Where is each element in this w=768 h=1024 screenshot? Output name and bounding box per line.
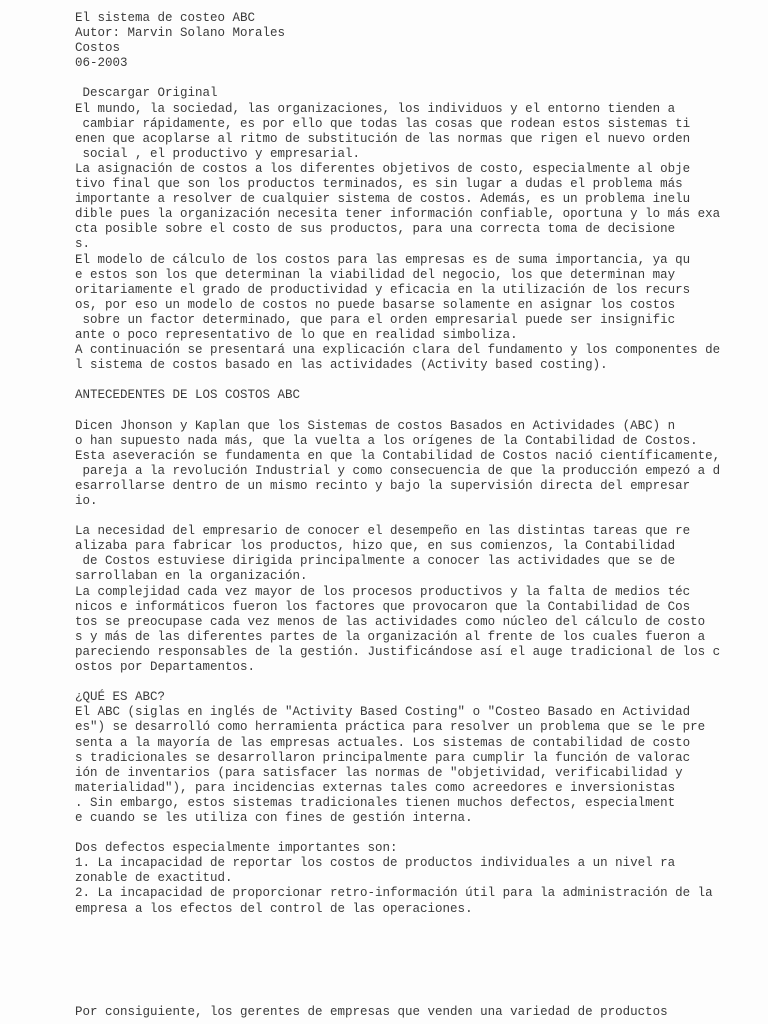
list-item: 2. La incapacidad de proporcionar retro-información útil para la administración de la <box>75 886 713 901</box>
text-line: Esta aseveración se fundamenta en que la Contabilidad de Costos nació científicamente, <box>75 448 721 463</box>
text-line: io. <box>75 494 98 508</box>
document-title: El sistema de costeo ABC <box>75 11 256 25</box>
text-line: pareja a la revolución Industrial y como consecuencia de que la producción empezó a d <box>75 463 721 478</box>
text-line: A continuación se presentará una explicación clara del fundamento y los componentes de <box>75 343 721 358</box>
text-line: os, por eso un modelo de costos no puede basarse solamente en asignar los costos <box>75 297 676 312</box>
text-line: social , el productivo y empresarial. <box>75 146 361 161</box>
text-line: El modelo de cálculo de los costos para las empresas es de suma importancia, ya qu <box>75 252 691 267</box>
text-line: sobre un factor determinado, que para el orden empresarial puede ser insignific <box>75 312 676 327</box>
document-category: Costos <box>75 41 121 56</box>
text-line: La asignación de costos a los diferentes objetivos de costo, especialmente al obje <box>75 161 691 176</box>
antecedentes-paragraph-2 <box>75 524 765 675</box>
text-line: enen que acoplarse al ritmo de substitución de las normas que rigen el nuevo orden <box>75 131 691 146</box>
text-line: alizaba para fabricar los productos, hizo que, en sus comienzos, la Contabilidad <box>75 539 676 554</box>
text-line: cta posible sobre el costo de sus productos, para una correcta toma de decisione <box>75 222 676 237</box>
text-line: l sistema de costos basado en las actividades (Activity based costing). <box>75 358 608 373</box>
text-line: ión de inventarios (para satisfacer las normas de "objetividad, verificabilidad y <box>75 765 683 780</box>
text-line: tos se preocupase cada vez menos de las actividades como núcleo del cálculo de costo <box>75 614 706 629</box>
text-line: s y más de las diferentes partes de la organización al frente de los cuales fueron a <box>75 629 706 644</box>
footer-text-line: Por consiguiente, los gerentes de empresas que venden una variedad de productos <box>75 1005 668 1019</box>
text-line: La complejidad cada vez mayor de los procesos productivos y la falta de medios téc <box>75 584 691 599</box>
text-line: s. <box>75 237 91 252</box>
que-es-abc-paragraph-2 <box>75 841 765 916</box>
text-line: tivo final que son los productos terminados, es sin lugar a dudas el problema más <box>75 177 683 192</box>
text-line: ostos por Departamentos. <box>75 660 256 675</box>
text-line: esarrollarse dentro de un mismo recinto y bajo la supervisión directa del empresar <box>75 478 691 493</box>
text-line: materialidad"), para incidencias externas tales como acreedores e inversionistas <box>75 780 676 795</box>
intro-paragraph <box>75 102 765 374</box>
text-line: importante a resolver de cualquier sistema de costos. Además, es un problema inelu <box>75 192 691 207</box>
text-line: El mundo, la sociedad, las organizaciones, los individuos y el entorno tienden a <box>75 101 676 116</box>
text-line: e estos son los que determinan la viabilidad del negocio, los que determinan may <box>75 267 676 282</box>
section-heading-antecedentes: ANTECEDENTES DE LOS COSTOS ABC <box>75 388 301 403</box>
list-item: zonable de exactitud. <box>75 871 233 886</box>
text-line: . Sin embargo, estos sistemas tradicionales tienen muchos defectos, especialment <box>75 795 676 810</box>
text-line: sarrollaban en la organización. <box>75 569 308 584</box>
text-line: El ABC (siglas en inglés de "Activity Based Costing" o "Costeo Basado en Actividad <box>75 705 691 720</box>
text-line: es") se desarrolló como herramienta práctica para resolver un problema que se le pre <box>75 720 706 735</box>
document-date: 06-2003 <box>75 56 128 71</box>
document-author: Autor: Marvin Solano Morales <box>75 26 286 41</box>
list-item: 1. La incapacidad de reportar los costos de productos individuales a un nivel ra <box>75 856 676 871</box>
text-line: oritariamente el grado de productividad y eficacia en la utilización de los recurs <box>75 282 691 297</box>
text-line: cambiar rápidamente, es por ello que todas las cosas que rodean estos sistemas ti <box>75 116 691 131</box>
text-line: e cuando se les utiliza con fines de gestión interna. <box>75 810 473 825</box>
antecedentes-paragraph-1 <box>75 419 765 510</box>
text-line: Dicen Jhonson y Kaplan que los Sistemas de costos Basados en Actividades (ABC) n <box>75 418 676 433</box>
text-line: ante o poco representativo de lo que en realidad simboliza. <box>75 327 518 342</box>
text-line: Dos defectos especialmente importantes son: <box>75 841 398 856</box>
text-line: pareciendo responsables de la gestión. Justificándose así el auge tradicional de los c <box>75 644 721 659</box>
section-heading-que-es-abc: ¿QUÉ ES ABC? <box>75 690 166 705</box>
que-es-abc-paragraph-1 <box>75 705 765 826</box>
document-body <box>75 11 765 917</box>
download-original-link[interactable]: Descargar Original <box>75 86 218 101</box>
text-line: nicos e informáticos fueron los factores que provocaron que la Contabilidad de Cos <box>75 599 691 614</box>
text-line: de Costos estuviese dirigida principalmente a conocer las actividades que se de <box>75 554 676 569</box>
text-line: s tradicionales se desarrollaron principalmente para cumplir la función de valorac <box>75 750 691 765</box>
text-line: o han supuesto nada más, que la vuelta a los orígenes de la Contabilidad de Costos. <box>75 433 698 448</box>
text-line: La necesidad del empresario de conocer el desempeño en las distintas tareas que re <box>75 524 691 539</box>
text-line: dible pues la organización necesita tener información confiable, oportuna y lo más exa <box>75 207 721 222</box>
text-line: senta a la mayoría de las empresas actuales. Los sistemas de contabilidad de costo <box>75 735 691 750</box>
list-item: empresa a los efectos del control de las operaciones. <box>75 901 473 916</box>
